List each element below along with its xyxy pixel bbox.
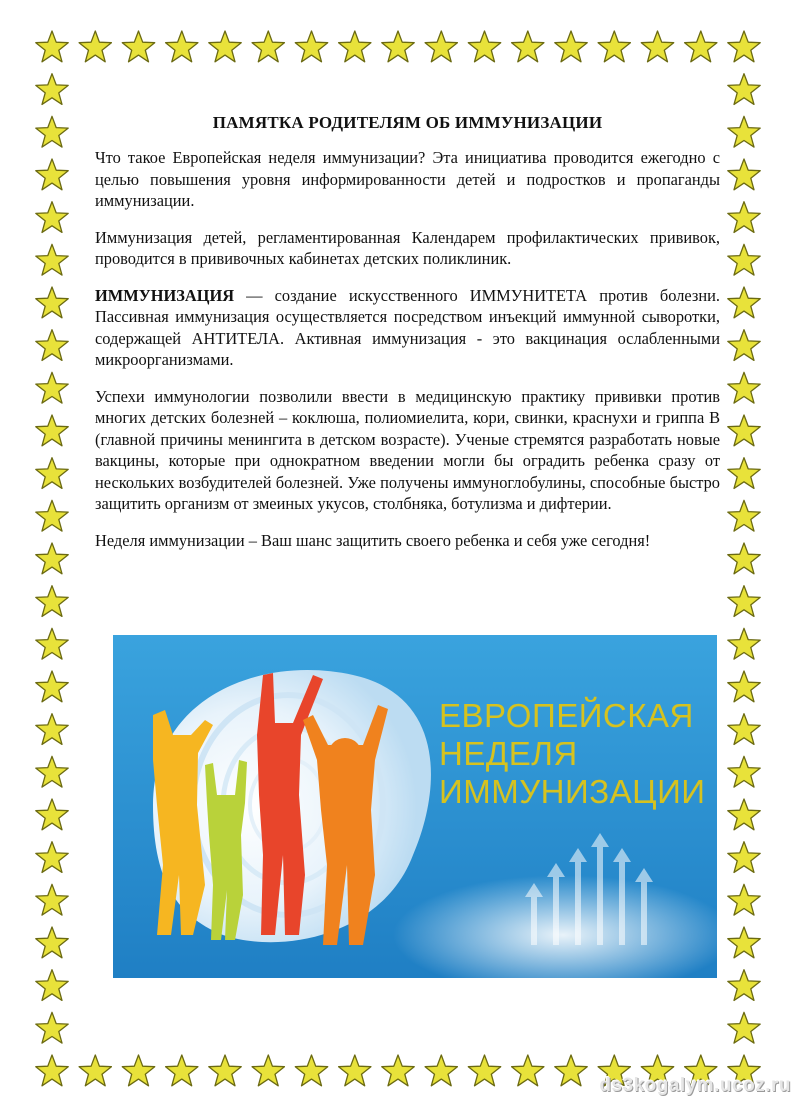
star-icon (728, 543, 760, 574)
star-icon (122, 1055, 154, 1086)
star-icon (209, 31, 241, 62)
star-icon (36, 842, 68, 873)
star-icon (512, 31, 544, 62)
star-icon (36, 74, 68, 105)
star-icon (36, 500, 68, 531)
star-icon (382, 1055, 414, 1086)
site-watermark: ds3kogalym.ucoz.ru (599, 1075, 791, 1096)
star-icon (295, 1055, 327, 1086)
star-icon (728, 287, 760, 318)
star-icon (512, 1055, 544, 1086)
star-icon (728, 244, 760, 275)
star-icon (728, 671, 760, 702)
star-icon (685, 31, 717, 62)
banner-line-3: ИММУНИЗАЦИИ (439, 773, 706, 810)
star-icon (728, 330, 760, 361)
immunization-week-banner (113, 635, 717, 978)
star-icon (728, 116, 760, 147)
page-title: ПАМЯТКА РОДИТЕЛЯМ ОБ ИММУНИЗАЦИИ (212, 113, 603, 132)
star-icon (728, 202, 760, 233)
star-icon (728, 586, 760, 617)
star-icon (36, 202, 68, 233)
star-icon (728, 756, 760, 787)
star-icon (728, 458, 760, 489)
star-icon (728, 31, 760, 62)
star-icon (36, 31, 68, 62)
star-icon (252, 31, 284, 62)
star-icon (728, 415, 760, 446)
star-icon (728, 500, 760, 531)
star-icon (728, 884, 760, 915)
star-icon (252, 1055, 284, 1086)
star-icon (36, 372, 68, 403)
term-bold: ИММУНИЗАЦИЯ (95, 285, 235, 305)
paragraph-3-text: — создание искусственного ИММУНИТЕТА против болезни. Пассивная иммунизация осуществляется посредством инъекций иммунной сыворотки, содержащей АНТИТЕЛА. Активная иммунизация - это вакцинация ослабленными микроорганизмами. (95, 285, 720, 369)
star-icon (728, 927, 760, 958)
paragraph-2: Иммунизация детей, регламентированная Календарем профилактических прививок, проводится в прививочных кабинетах детских поликлиник. (95, 227, 720, 268)
star-icon (36, 415, 68, 446)
document-body (95, 113, 720, 566)
star-icon (36, 884, 68, 915)
star-icon (425, 1055, 457, 1086)
paragraph-4: Успехи иммунологии позволили ввести в медицинскую практику прививки против многих детских болезней – коклюша, полиомиелита, кори, свинки, краснухи и гриппа В (главной причины менингита в детском возрасте). Ученые стремятся разработать новые вакцины, которые при однократном введении могли бы оградить ребенка сразу от нескольких возбудителей болезней. Уже получены иммуноглобулины, способные быстро защитить организм от змеиных укусов, столбняка, ботулизма и дифтерии. (95, 386, 720, 513)
star-icon (36, 628, 68, 659)
star-icon (728, 159, 760, 190)
star-icon (36, 714, 68, 745)
star-icon (36, 330, 68, 361)
star-icon (36, 543, 68, 574)
star-icon (728, 842, 760, 873)
star-icon (166, 1055, 198, 1086)
star-icon (339, 31, 371, 62)
banner-heading (439, 697, 706, 811)
star-icon (555, 31, 587, 62)
star-icon (36, 458, 68, 489)
star-icon (36, 116, 68, 147)
star-icon (598, 31, 630, 62)
star-icon (339, 1055, 371, 1086)
star-icon (555, 1055, 587, 1086)
star-icon (728, 74, 760, 105)
star-icon (468, 31, 500, 62)
star-icon (728, 970, 760, 1001)
banner-line-2: НЕДЕЛЯ (439, 735, 578, 772)
star-icon (36, 1055, 68, 1086)
star-icon (36, 799, 68, 830)
star-icon (36, 756, 68, 787)
star-icon (36, 586, 68, 617)
star-icon (468, 1055, 500, 1086)
star-icon (36, 159, 68, 190)
star-icon (36, 244, 68, 275)
star-icon (728, 628, 760, 659)
star-icon (79, 1055, 111, 1086)
star-icon (122, 31, 154, 62)
star-icon (36, 671, 68, 702)
star-icon (728, 1012, 760, 1043)
star-icon (728, 799, 760, 830)
paragraph-1: Что такое Европейская неделя иммунизации? Эта инициатива проводится ежегодно с целью повышения уровня информированности детей и подростков и пропаганды иммунизации. (95, 148, 720, 210)
star-icon (36, 927, 68, 958)
banner-line-1: ЕВРОПЕЙСКАЯ (439, 697, 694, 734)
star-icon (166, 31, 198, 62)
star-icon (295, 31, 327, 62)
star-icon (36, 287, 68, 318)
star-icon (36, 1012, 68, 1043)
paragraph-5: Неделя иммунизации – Ваш шанс защитить своего ребенка и себя уже сегодня! (95, 530, 651, 550)
star-icon (36, 970, 68, 1001)
paragraph-3 (95, 285, 720, 371)
star-icon (728, 714, 760, 745)
star-icon (209, 1055, 241, 1086)
star-icon (382, 31, 414, 62)
star-icon (641, 31, 673, 62)
star-icon (728, 372, 760, 403)
star-icon (425, 31, 457, 62)
star-icon (79, 31, 111, 62)
